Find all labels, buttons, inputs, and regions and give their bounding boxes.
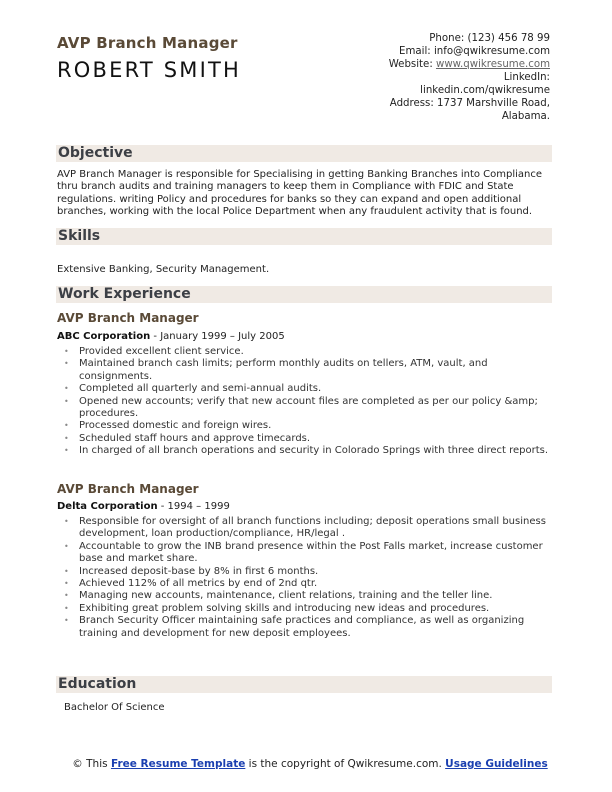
- list-item: • Responsible for oversight of all branch functions including; deposit operations small business development, loan production/compliance, HR/legal .: [57, 516, 552, 541]
- list-item: • Opened new accounts; verify that new account files are completed as per our policy &amp; procedures.: [57, 396, 552, 421]
- list-item: • Increased deposit-base by 8% in first 6 months.: [57, 566, 552, 578]
- section-heading-work-experience: Work Experience: [56, 286, 552, 303]
- job-1-company-line: [57, 331, 285, 342]
- contact-website: [330, 58, 550, 71]
- free-resume-template-link[interactable]: Free Resume Template: [110, 758, 246, 770]
- candidate-name: ROBERT SMITH: [57, 58, 242, 82]
- job-title: AVP Branch Manager: [57, 34, 238, 52]
- contact-address-line1: Address: 1737 Marshville Road,: [389, 98, 550, 109]
- job-1-company: ABC Corporation: [57, 331, 151, 342]
- contact-address-line2: Alabama.: [501, 111, 550, 122]
- list-item: • Completed all quarterly and semi-annual audits.: [57, 383, 552, 395]
- list-item: • Provided excellent client service.: [57, 346, 552, 358]
- list-item: • Achieved 112% of all metrics by end of 2nd qtr.: [57, 578, 552, 590]
- list-item: • Scheduled staff hours and approve timecards.: [57, 433, 552, 445]
- job-2-dates: - 1994 – 1999: [157, 501, 230, 512]
- objective-text: AVP Branch Manager is responsible for Specialising in getting Banking Branches into Compliance thru branch audits and training managers to keep them in Compliance with FDIC and State regulations. writing Policy and procedures for banks so they can expand and open additional branches, working with the local Police Department when any fraudulent activity that is found.: [57, 169, 543, 218]
- job-1-title: AVP Branch Manager: [57, 311, 199, 325]
- contact-block: [330, 32, 550, 123]
- job-2-company-line: [57, 501, 230, 512]
- contact-email: Email: info@qwikresume.com: [399, 46, 550, 57]
- list-item: • Maintained branch cash limits; perform monthly audits on tellers, ATM, vault, and consignments.: [57, 358, 552, 383]
- skills-text: Extensive Banking, Security Management.: [57, 264, 270, 275]
- footer-middle: is the copyright of Qwikresume.com.: [245, 758, 446, 770]
- website-link[interactable]: www.qwikresume.com: [435, 59, 550, 70]
- education-text: Bachelor Of Science: [64, 702, 165, 713]
- list-item: • Exhibiting great problem solving skills and introducing new ideas and procedures.: [57, 603, 552, 615]
- list-item: • Accountable to grow the INB brand presence within the Post Falls market, increase customer base and market share.: [57, 541, 552, 566]
- resume-header: [57, 34, 241, 82]
- job-2-bullets: [57, 516, 552, 640]
- list-item: • In charged of all branch operations and security in Colorado Springs with three direct reports.: [57, 445, 552, 457]
- job-2-company: Delta Corporation: [57, 501, 158, 512]
- section-heading-skills: Skills: [56, 228, 552, 245]
- list-item: • Branch Security Officer maintaining safe practices and compliance, as well as organizing training and development for new deposit employees.: [57, 615, 552, 640]
- job-1-dates: - January 1999 – July 2005: [150, 331, 285, 342]
- job-1-bullets: [57, 346, 552, 458]
- list-item: • Managing new accounts, maintenance, client relations, training and the teller line.: [57, 590, 552, 602]
- footer: [60, 757, 560, 771]
- usage-guidelines-link[interactable]: Usage Guidelines: [445, 758, 548, 770]
- footer-prefix: © This: [72, 758, 111, 770]
- website-label: Website:: [388, 59, 436, 70]
- job-2-title: AVP Branch Manager: [57, 482, 199, 496]
- contact-phone: Phone: (123) 456 78 99: [429, 33, 550, 44]
- contact-linkedin-label: LinkedIn:: [503, 72, 550, 83]
- section-heading-education: Education: [56, 676, 552, 693]
- contact-linkedin-value: linkedin.com/qwikresume: [420, 85, 550, 96]
- list-item: • Processed domestic and foreign wires.: [57, 420, 552, 432]
- section-heading-objective: Objective: [56, 145, 552, 162]
